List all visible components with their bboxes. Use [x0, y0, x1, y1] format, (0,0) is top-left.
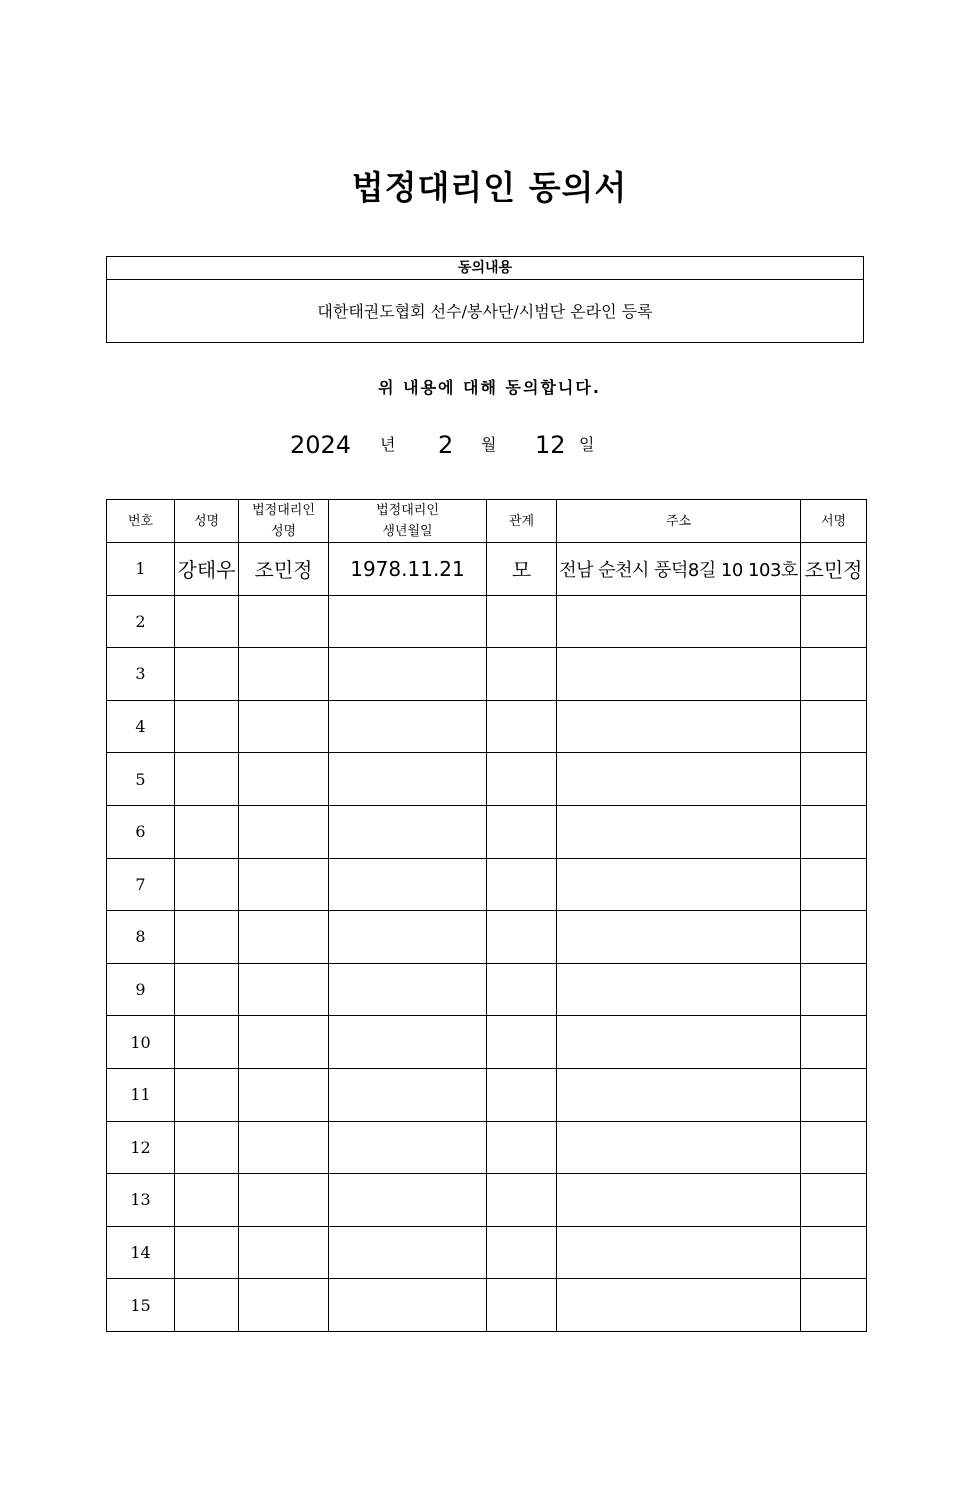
cell-address — [557, 911, 801, 964]
cell-signature — [801, 1016, 867, 1069]
cell-guardian-name — [239, 858, 329, 911]
table-row — [107, 753, 867, 806]
cell-guardian-birthdate — [329, 1226, 487, 1279]
cell-signature: 조민정 — [801, 543, 867, 596]
header-relation: 관계 — [487, 500, 557, 543]
cell-guardian-birthdate — [329, 805, 487, 858]
cell-address — [557, 1121, 801, 1174]
cell-relation — [487, 1068, 557, 1121]
header-guardian-birthdate: 법정대리인 생년월일 — [329, 500, 487, 543]
cell-address — [557, 1279, 801, 1332]
cell-relation — [487, 963, 557, 1016]
cell-guardian-name — [239, 648, 329, 701]
document-title: 법정대리인 동의서 — [351, 168, 628, 207]
table-row — [107, 1226, 867, 1279]
cell-guardian-birthdate — [329, 700, 487, 753]
cell-name: 강태우 — [175, 543, 239, 596]
table-row — [107, 858, 867, 911]
cell-relation — [487, 1121, 557, 1174]
cell-relation — [487, 805, 557, 858]
cell-name — [175, 595, 239, 648]
cell-name — [175, 1279, 239, 1332]
table-row — [107, 1121, 867, 1174]
cell-number: 6 — [107, 805, 175, 858]
cell-guardian-name — [239, 1016, 329, 1069]
table-row — [107, 1279, 867, 1332]
cell-address — [557, 595, 801, 648]
table-row — [107, 648, 867, 701]
cell-guardian-name — [239, 1121, 329, 1174]
cell-relation — [487, 1279, 557, 1332]
cell-number: 10 — [107, 1016, 175, 1069]
cell-signature — [801, 648, 867, 701]
cell-guardian-name — [239, 805, 329, 858]
date-year-unit: 년 — [380, 435, 396, 454]
cell-guardian-name — [239, 1174, 329, 1227]
cell-name — [175, 911, 239, 964]
header-address: 주소 — [557, 500, 801, 543]
table-row — [107, 700, 867, 753]
date-day: 12 — [535, 431, 566, 459]
cell-signature — [801, 753, 867, 806]
cell-guardian-birthdate — [329, 753, 487, 806]
cell-signature — [801, 911, 867, 964]
table-header-row — [107, 500, 867, 543]
cell-address — [557, 753, 801, 806]
cell-guardian-name — [239, 753, 329, 806]
cell-signature — [801, 1174, 867, 1227]
table-row — [107, 543, 867, 596]
cell-guardian-birthdate — [329, 595, 487, 648]
cell-signature — [801, 963, 867, 1016]
cell-number: 7 — [107, 858, 175, 911]
cell-guardian-name — [239, 963, 329, 1016]
cell-guardian-birthdate — [329, 1121, 487, 1174]
cell-guardian-name — [239, 1068, 329, 1121]
cell-address — [557, 1226, 801, 1279]
cell-signature — [801, 595, 867, 648]
cell-address — [557, 963, 801, 1016]
date-month: 2 — [438, 431, 454, 459]
table-row — [107, 1174, 867, 1227]
cell-relation — [487, 700, 557, 753]
table-row — [107, 963, 867, 1016]
cell-number: 4 — [107, 700, 175, 753]
cell-number: 9 — [107, 963, 175, 1016]
cell-signature — [801, 858, 867, 911]
cell-relation — [487, 1016, 557, 1069]
cell-address — [557, 648, 801, 701]
cell-guardian-name — [239, 1279, 329, 1332]
cell-guardian-name — [239, 700, 329, 753]
cell-name — [175, 1174, 239, 1227]
table-row — [107, 805, 867, 858]
cell-name — [175, 648, 239, 701]
cell-address — [557, 805, 801, 858]
cell-guardian-birthdate — [329, 1174, 487, 1227]
cell-signature — [801, 1121, 867, 1174]
cell-address — [557, 1174, 801, 1227]
cell-address — [557, 1016, 801, 1069]
consent-body: 대한태권도협회 선수/봉사단/시범단 온라인 등록 — [317, 302, 653, 321]
cell-address — [557, 1068, 801, 1121]
consent-header: 동의내용 — [107, 257, 863, 280]
cell-signature — [801, 1068, 867, 1121]
cell-name — [175, 858, 239, 911]
cell-guardian-birthdate: 1978.11.21 — [329, 543, 487, 596]
cell-number: 15 — [107, 1279, 175, 1332]
cell-number: 8 — [107, 911, 175, 964]
cell-number: 14 — [107, 1226, 175, 1279]
cell-guardian-birthdate — [329, 1068, 487, 1121]
table-row — [107, 595, 867, 648]
cell-address: 전남 순천시 풍덕8길 10 103호 — [557, 543, 801, 596]
cell-address — [557, 700, 801, 753]
table-row — [107, 1068, 867, 1121]
cell-name — [175, 753, 239, 806]
cell-relation — [487, 648, 557, 701]
cell-guardian-birthdate — [329, 963, 487, 1016]
cell-signature — [801, 1226, 867, 1279]
cell-number: 5 — [107, 753, 175, 806]
cell-relation — [487, 595, 557, 648]
cell-relation — [487, 753, 557, 806]
cell-guardian-name — [239, 911, 329, 964]
cell-relation — [487, 1174, 557, 1227]
cell-number: 2 — [107, 595, 175, 648]
header-name: 성명 — [175, 500, 239, 543]
cell-name — [175, 700, 239, 753]
cell-relation: 모 — [487, 543, 557, 596]
cell-relation — [487, 911, 557, 964]
cell-guardian-name — [239, 595, 329, 648]
cell-name — [175, 1016, 239, 1069]
cell-guardian-birthdate — [329, 648, 487, 701]
cell-guardian-birthdate — [329, 1279, 487, 1332]
cell-guardian-birthdate — [329, 858, 487, 911]
cell-relation — [487, 858, 557, 911]
cell-guardian-birthdate — [329, 1016, 487, 1069]
date-day-unit: 일 — [579, 435, 595, 454]
cell-name — [175, 805, 239, 858]
consent-box — [106, 256, 864, 343]
cell-signature — [801, 1279, 867, 1332]
date-month-unit: 월 — [481, 435, 497, 454]
cell-name — [175, 1068, 239, 1121]
date-year: 2024 — [290, 431, 352, 459]
table-row — [107, 1016, 867, 1069]
cell-guardian-name — [239, 1226, 329, 1279]
table-row — [107, 911, 867, 964]
cell-number: 3 — [107, 648, 175, 701]
cell-signature — [801, 700, 867, 753]
cell-number: 11 — [107, 1068, 175, 1121]
header-guardian-name: 법정대리인 성명 — [239, 500, 329, 543]
cell-number: 1 — [107, 543, 175, 596]
header-signature: 서명 — [801, 500, 867, 543]
cell-guardian-name: 조민정 — [239, 543, 329, 596]
cell-name — [175, 1121, 239, 1174]
cell-guardian-birthdate — [329, 911, 487, 964]
cell-number: 12 — [107, 1121, 175, 1174]
cell-name — [175, 1226, 239, 1279]
cell-address — [557, 858, 801, 911]
agreement-statement: 위 내용에 대해 동의합니다. — [378, 378, 601, 397]
cell-name — [175, 963, 239, 1016]
guardian-table — [106, 499, 867, 1332]
cell-signature — [801, 805, 867, 858]
cell-number: 13 — [107, 1174, 175, 1227]
header-number: 번호 — [107, 500, 175, 543]
cell-relation — [487, 1226, 557, 1279]
